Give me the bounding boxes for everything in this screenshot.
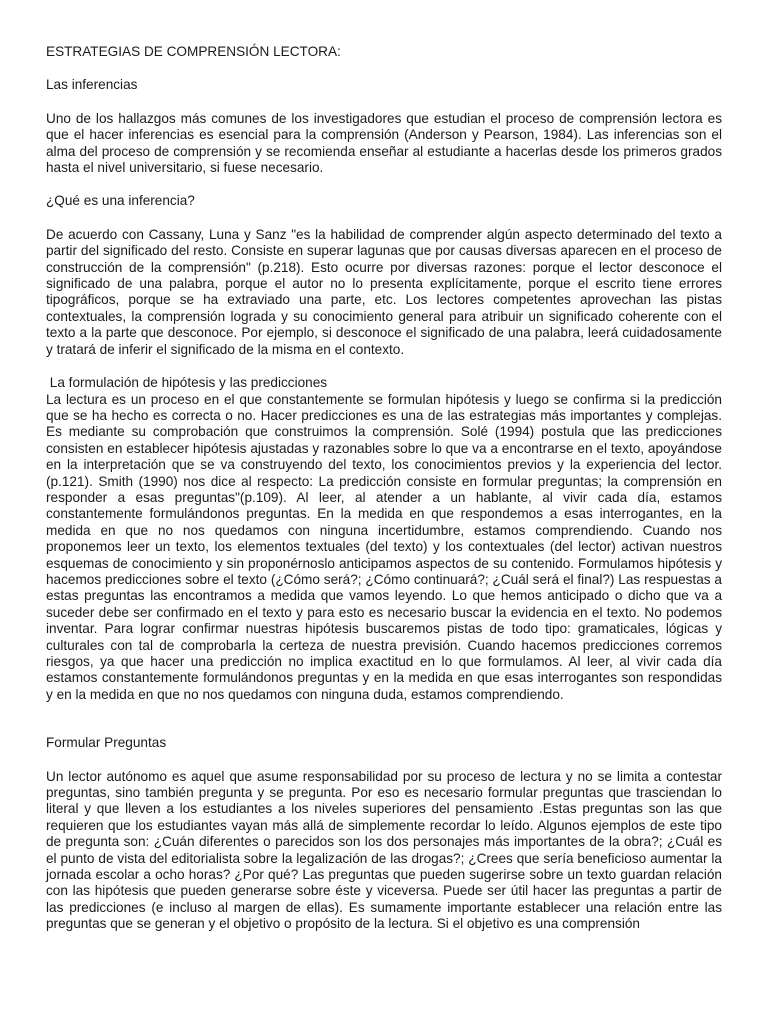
section-heading-formular-preguntas: Formular Preguntas [46,735,167,751]
section-heading-que-es-inferencia: ¿Qué es una inferencia? [46,193,195,209]
document-title: ESTRATEGIAS DE COMPRENSIÓN LECTORA: [46,44,341,59]
paragraph-inferencias: Uno de los hallazgos más comunes de los investigadores que estudian el proceso de comprensión lectora es que el hacer inferencias es esencial para la comprensión (Anderson y Pearson, 1984). Las inferencias son el alma del proceso de comprensión y se recomienda enseñar al estudiante a hacerlas desde los primeros grados hasta el nivel universitario, si fuese necesario. [46,110,722,176]
paragraph-formular-preguntas: Un lector autónomo es aquel que asume responsabilidad por su proceso de lectura y no se limita a contestar preguntas, sino también pregunta y se pregunta. Por eso es necesario formular preguntas que trasciendan lo literal y que lleven a los estudiantes a los niveles superiores del pensamiento .Estas preguntas son las que requieren que los estudiantes vayan más allá de simplemente recordar lo leído. Algunos ejemplos de este tipo de pregunta son: ¿Cuán diferentes o parecidos son los dos personajes más importantes de la obra?; ¿Cuál es el punto de vista del editorialista sobre la legalización de las drogas?; ¿Crees que sería beneficioso aumentar la jornada escolar a ocho horas? ¿Por qué? Las preguntas que pueden sugerirse sobre un texto guardan relación con las hipótesis que pueden generarse sobre éste y viceversa. Puede ser útil hacer las preguntas a partir de las predicciones (e incluso al margen de ellas). Es sumamente importante establecer una relación entre las preguntas que se generan y el objetivo o propósito de la lectura. Si el objetivo es una comprensión [46,768,722,932]
section-heading-inferencias: Las inferencias [46,77,138,93]
paragraph-que-es-inferencia: De acuerdo con Cassany, Luna y Sanz "es la habilidad de comprender algún aspecto determinado del texto a partir del significado del resto. Consiste en superar lagunas que por causas diversas aparecen en el proceso de construcción de la comprensión" (p.218). Esto ocurre por diversas razones: porque el lector desconoce el significado de una palabra, porque el autor no lo presenta explícitamente, porque el escrito tiene errores tipográficos, porque se ha extraviado una parte, etc. Los lectores competentes aprovechan las pistas contextuales, la comprensión lograda y su conocimiento general para atribuir un significado coherente con el texto a la parte que desconoce. Por ejemplo, si desconoce el significado de una palabra, leerá cuidadosamente y tratará de inferir el significado de la misma en el contexto. [46,226,722,357]
document-page [46,44,722,933]
section-heading-hipotesis: La formulación de hipótesis y las predicciones [46,375,328,391]
paragraph-hipotesis: La lectura es un proceso en el que constantemente se formulan hipótesis y luego se confirma si la predicción que se ha hecho es correcta o no. Hacer predicciones es una de las estrategias más importantes y complejas. Es mediante su comprobación que construimos la comprensión. Solé (1994) postula que las predicciones consisten en establecer hipótesis ajustadas y razonables sobre lo que va a encontrarse en el texto, apoyándose en la interpretación que se va construyendo del texto, los conocimientos previos y la experiencia del lector. (p.121). Smith (1990) nos dice al respecto: La predicción consiste en formular preguntas; la comprensión en responder a esas preguntas"(p.109). Al leer, al atender a un hablante, al vivir cada día, estamos constantemente formulándonos preguntas. En la medida en que respondemos a esas interrogantes, en la medida en que no nos quedamos con ninguna incertidumbre, estamos comprendiendo. Cuando nos proponemos leer un texto, los elementos textuales (del texto) y los contextuales (del lector) activan nuestros esquemas de conocimiento y sin proponérnoslo anticipamos aspectos de su contenido. Formulamos hipótesis y hacemos predicciones sobre el texto (¿Cómo será?; ¿Cómo continuará?; ¿Cuál será el final?) Las respuestas a estas preguntas las encontramos a medida que vamos leyendo. Lo que hemos anticipado o dicho que va a suceder debe ser confirmado en el texto y para esto es necesario buscar la evidencia en el texto. No podemos inventar. Para lograr confirmar nuestras hipótesis buscaremos pistas de todo tipo: gramaticales, lógicas y culturales con tal de comprobarla la certeza de nuestra previsión. Cuando hacemos predicciones corremos riesgos, ya que hacer una predicción no implica exactitud en lo que formulamos. Al leer, al vivir cada día estamos constantemente formulándonos preguntas y en la medida en que esas interrogantes son respondidas y en la medida en que no nos quedamos con ninguna duda, estamos comprendiendo. [46,391,722,702]
